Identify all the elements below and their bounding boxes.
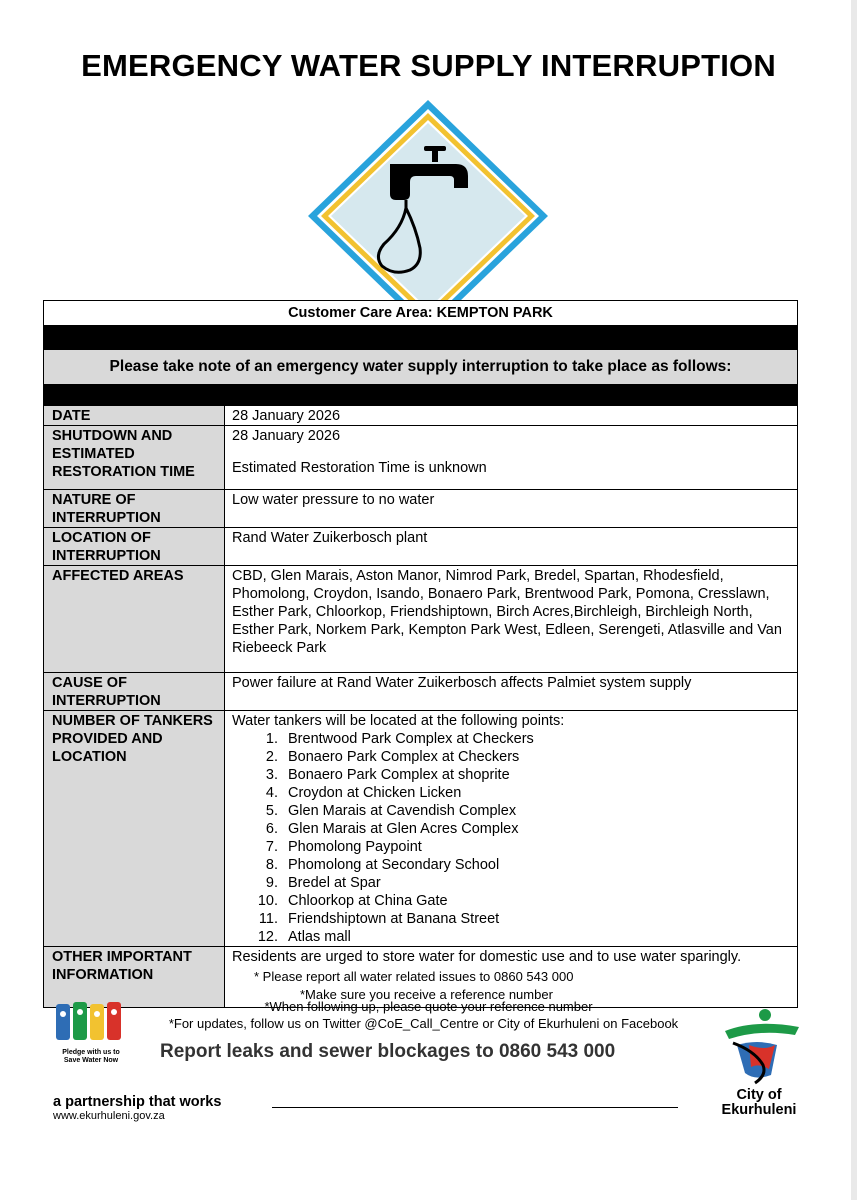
tankers-intro: Water tankers will be located at the following points:	[232, 713, 565, 729]
row-location	[44, 528, 797, 566]
list-item: 7. Phomolong Paypoint	[282, 838, 797, 856]
partnership-tagline: a partnership that works	[53, 1094, 222, 1110]
list-item: 1. Brentwood Park Complex at Checkers	[282, 730, 797, 748]
row-shutdown	[44, 426, 797, 490]
list-item: 5. Glen Marais at Cavendish Complex	[282, 802, 797, 820]
follow-up-note: *When following up, please quote your reference number	[264, 999, 593, 1014]
pledge-hands-icon	[56, 1000, 124, 1042]
interruption-details	[44, 406, 797, 1007]
updates-note: *For updates, follow us on Twitter @CoE_Call_Centre or City of Ekurhuleni on Facebook	[168, 1016, 679, 1031]
list-item: 8. Phomolong at Secondary School	[282, 856, 797, 874]
row-nature	[44, 490, 797, 528]
row-cause	[44, 673, 797, 711]
label-shutdown: SHUTDOWN AND ESTIMATED RESTORATION TIME	[44, 426, 225, 490]
list-item: 11. Friendshiptown at Banana Street	[282, 910, 797, 928]
divider-bar	[44, 326, 797, 350]
tanker-points	[232, 730, 797, 946]
label-tankers: NUMBER OF TANKERS PROVIDED AND LOCATION	[44, 711, 225, 947]
value-affected: CBD, Glen Marais, Aston Manor, Nimrod Park, Bredel, Spartan, Rhodesfield, Phomolong, Croydon, Isando, Bonaero Park, Brentwood Park, Pomona, Cresslawn, Esther Park, Chloorkop, Friendshiptown, Birch Acres,Birchleigh, Birchleigh North, Esther Park, Norkem Park, Kempton Park West, Edleen, Serengeti, Atlasville and Van Riebeeck Park	[225, 566, 798, 673]
pledge-caption: Pledge with us to Save Water Now	[62, 1049, 120, 1064]
row-affected	[44, 566, 797, 673]
city-of-ekurhuleni-logo	[715, 1005, 805, 1087]
report-note: * Please report all water related issues to 0860 543 000	[254, 969, 574, 984]
list-item: 9. Bredel at Spar	[282, 874, 797, 892]
reference-note: *Make sure you receive a reference number	[300, 987, 553, 1002]
label-other: OTHER IMPORTANT INFORMATION	[44, 947, 225, 1007]
value-other: Residents are urged to store water for domestic use and to use water sparingly.	[232, 949, 742, 965]
label-date: DATE	[44, 406, 225, 426]
label-affected: AFFECTED AREAS	[44, 566, 225, 673]
divider-bar	[44, 384, 797, 406]
signature-line	[272, 1107, 678, 1108]
report-leaks-line: Report leaks and sewer blockages to 0860 543 000	[160, 1041, 616, 1062]
value-cause: Power failure at Rand Water Zuikerbosch affects Palmiet system supply	[225, 673, 798, 711]
row-date	[44, 406, 797, 426]
customer-care-area: Customer Care Area: KEMPTON PARK	[44, 301, 797, 326]
value-location: Rand Water Zuikerbosch plant	[225, 528, 798, 566]
row-other	[44, 947, 797, 1007]
value-restoration: Estimated Restoration Time is unknown	[232, 460, 487, 476]
city-of-ekurhuleni-name: City of Ekurhuleni	[721, 1087, 797, 1118]
pledge-logo	[56, 1000, 126, 1065]
list-item: 4. Croydon at Chicken Licken	[282, 784, 797, 802]
value-date: 28 January 2026	[232, 408, 341, 424]
list-item: 12. Atlas mall	[282, 928, 797, 946]
value-shutdown-date: 28 January 2026	[232, 428, 341, 444]
list-item: 3. Bonaero Park Complex at shoprite	[282, 766, 797, 784]
value-nature: Low water pressure to no water	[225, 490, 798, 528]
page-title: EMERGENCY WATER SUPPLY INTERRUPTION	[81, 48, 776, 83]
label-cause: CAUSE OF INTERRUPTION	[44, 673, 225, 711]
label-nature: NATURE OF INTERRUPTION	[44, 490, 225, 528]
list-item: 6. Glen Marais at Glen Acres Complex	[282, 820, 797, 838]
water-interruption-sign	[306, 98, 550, 300]
notice-table	[43, 300, 798, 1008]
website-link[interactable]: www.ekurhuleni.gov.za	[53, 1110, 165, 1122]
row-tankers	[44, 711, 797, 947]
label-location: LOCATION OF INTERRUPTION	[44, 528, 225, 566]
list-item: 10. Chloorkop at China Gate	[282, 892, 797, 910]
list-item: 2. Bonaero Park Complex at Checkers	[282, 748, 797, 766]
notice-intro: Please take note of an emergency water supply interruption to take place as follows:	[44, 350, 797, 384]
